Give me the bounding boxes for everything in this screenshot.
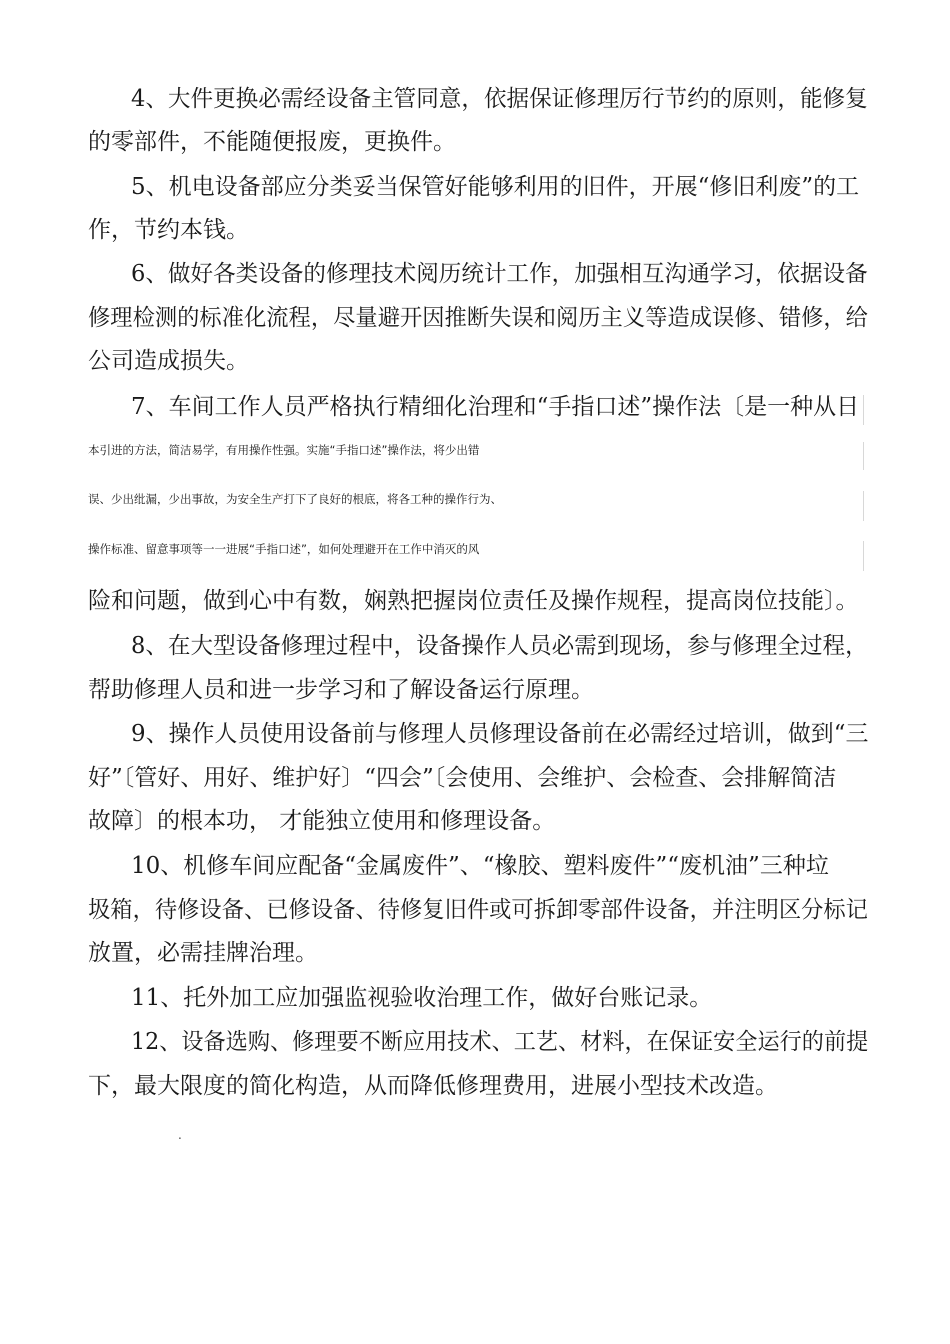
text-box-border [863,541,864,571]
paragraph-12-line-1: 12、设备选购、修理要不断应用技术、工艺、材料，在保证安全运行的前提 [131,1029,869,1055]
paragraph-8-line-1: 8、在大型设备修理过程中，设备操作人员必需到现场，参与修理全过程， [131,633,868,659]
paragraph-10-line-2: 圾箱，待修设备、已修设备、待修复旧件或可拆卸零部件设备，并注明区分标记 [88,897,868,923]
paragraph-5-line-1: 5、机电设备部应分类妥当保管好能够利用的旧件，开展“修旧利废”的工 [131,174,860,200]
paragraph-6-line-3: 公司造成损失。 [88,348,249,374]
paragraph-10-line-3: 放置，必需挂牌治理。 [88,940,318,966]
paragraph-7-line-2: 险和问题，做到心中有数，娴熟把握岗位责任及操作规程，提高岗位技能〕。 [88,588,859,614]
footer-mark: . [178,1128,182,1142]
paragraph-4-line-1: 4、大件更换必需经设备主管同意，依据保证修理厉行节约的原则，能修复 [131,86,868,112]
paragraph-5-line-2: 作，节约本钱。 [88,217,249,243]
paragraph-4-line-2: 的零部件，不能随便报废，更换件。 [88,129,456,155]
paragraph-6-line-2: 修理检测的标准化流程，尽量避开因推断失误和阅历主义等造成误修、错修，给 [88,305,868,331]
paragraph-7-line-1: 7、车间工作人员严格执行精细化治理和“手指口述”操作法〔是一种从日 [131,394,860,420]
paragraph-12-line-2: 下，最大限度的简化构造，从而降低修理费用，进展小型技术改造。 [88,1073,778,1099]
text-box-border [863,395,864,425]
paragraph-9-line-1: 9、操作人员使用设备前与修理人员修理设备前在必需经过培训，做到“三 [131,721,869,747]
paragraph-7-small-line-2: 误、少出纰漏，少出事故，为安全生产打下了良好的根底，将各工种的操作行为、 [88,492,502,506]
paragraph-8-line-2: 帮助修理人员和进一步学习和了解设备运行原理。 [88,677,594,703]
paragraph-9-line-3: 故障〕的根本功， 才能独立使用和修理设备。 [88,808,556,834]
paragraph-10-line-1: 10、机修车间应配备“金属废件”、“橡胶、塑料废件”“废机油”三种垃 [131,853,829,879]
paragraph-11-line-1: 11、托外加工应加强监视验收治理工作，做好台账记录。 [131,985,713,1011]
text-box-border [863,491,864,521]
text-box-border [863,442,864,470]
paragraph-6-line-1: 6、做好各类设备的修理技术阅历统计工作，加强相互沟通学习，依据设备 [131,261,868,287]
paragraph-7-small-line-3: 操作标准、留意事项等一一进展“手指口述”，如何处理避开在工作中消灭的风 [88,542,480,556]
paragraph-7-small-line-1: 本引进的方法，简洁易学，有用操作性强。实施“手指口述”操作法，将少出错 [88,443,480,457]
paragraph-9-line-2: 好”〔管好、用好、维护好〕“四会”〔会使用、会维护、会检查、会排解简洁 [88,765,837,791]
